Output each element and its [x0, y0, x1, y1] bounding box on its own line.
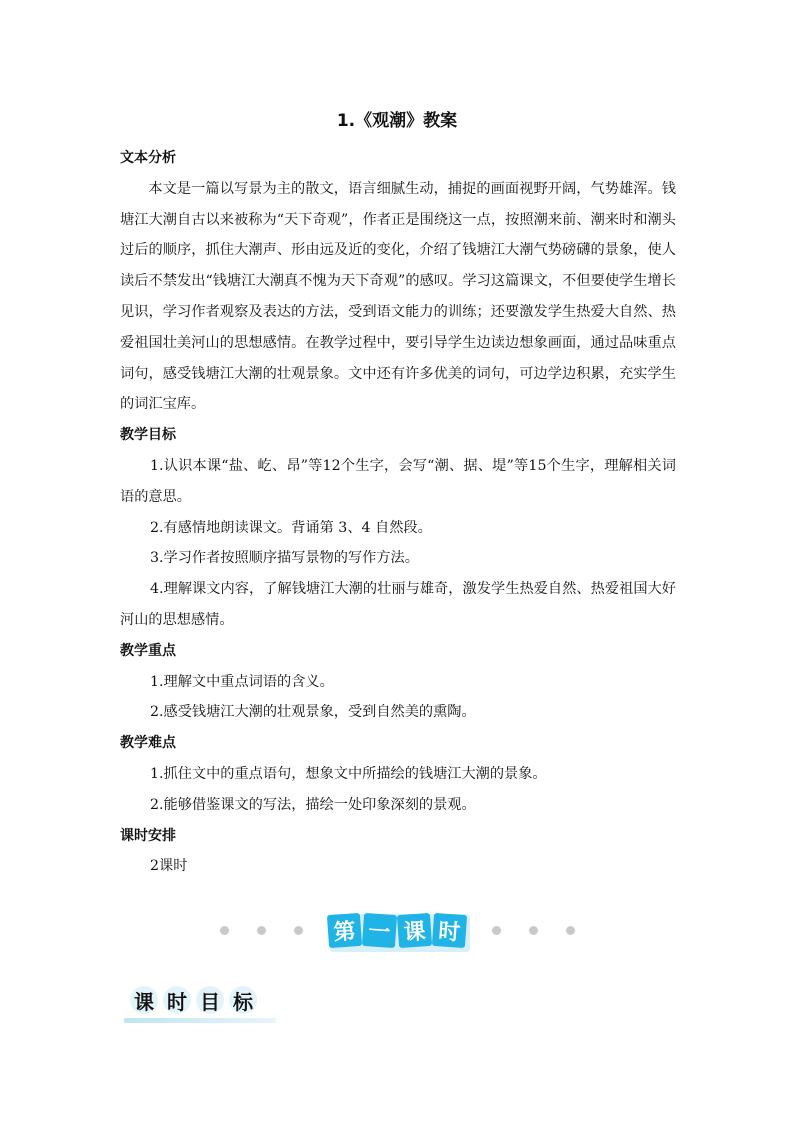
key-point-item: 1.理解文中重点词语的含义。 [150, 673, 334, 690]
lesson-banner-label [324, 908, 470, 952]
decorative-dot [529, 926, 538, 935]
goal-item: 3.学习作者按照顺序描写景物的写作方法。 [150, 550, 419, 567]
document-body [120, 143, 676, 882]
banner-char: 时 [432, 912, 467, 947]
schedule-heading: 课时安排 [120, 827, 176, 844]
decorative-dot [294, 926, 303, 935]
section-tag-char: 课 [130, 986, 158, 1014]
banner-char: 一 [362, 912, 397, 947]
goal-item: 1.认识本课“盐、屹、昂”等12个生字，会写“潮、据、堤”等15个生字，理解相关词语的意思。 [120, 457, 676, 505]
lesson-banner [214, 908, 580, 952]
key-points-heading: 教学重点 [120, 642, 176, 659]
analysis-paragraph: 本文是一篇以写景为主的散文，语言细腻生动，捕捉的画面视野开阔，气势雄浑。钱塘江大潮自古以来被称为“天下奇观”，作者正是围绕这一点，按照潮来前、潮来时和潮头过后的顺序，抓住大潮声、形由远及近的变化，介绍了钱塘江大潮气势磅礴的景象，使人读后不禁发出“钱塘江大潮真不愧为天下奇观”的感叹。学习这篇课文，不但要使学生增长见识，学习作者观察及表达的方法，受到语文能力的训练；还要激发学生热爱大自然、热爱祖国壮美河山的思想感情。在教学过程中，要引导学生边读边想象画面，通过品味重点词句，感受钱塘江大潮的壮观景象。文中还有许多优美的词句，可边学边积累，充实学生的词汇宝库。 [120, 180, 676, 413]
section-tag-char: 时 [163, 986, 191, 1014]
section-tag [124, 982, 276, 1026]
difficulty-item: 1.抓住文中的重点语句，想象文中所描绘的钱塘江大潮的景象。 [150, 765, 547, 782]
difficulty-item: 2.能够借鉴课文的写法，描绘一处印象深刻的景观。 [150, 796, 476, 813]
decorative-dot [492, 926, 501, 935]
key-point-item: 2.感受钱塘江大潮的壮观景象，受到自然美的熏陶。 [150, 704, 476, 721]
schedule-value: 2课时 [150, 858, 188, 875]
document-title: 1.《观潮》教案 [336, 111, 458, 131]
goal-item: 4.理解课文内容，了解钱塘江大潮的壮丽与雄奇，激发学生热爱自然、热爱祖国大好河山的思想感情。 [120, 581, 676, 628]
decorative-dot [220, 926, 229, 935]
decorative-dot [257, 926, 266, 935]
banner-char: 第 [327, 912, 362, 947]
section-tag-char: 标 [229, 986, 257, 1014]
analysis-heading: 文本分析 [120, 150, 176, 166]
section-tag-char: 目 [196, 986, 224, 1014]
goals-heading: 教学目标 [120, 427, 176, 444]
banner-char: 课 [397, 912, 432, 947]
decorative-dot [566, 926, 575, 935]
difficulties-heading: 教学难点 [120, 735, 176, 752]
section-tag-underline [124, 1018, 276, 1023]
goal-item: 2.有感情地朗读课文。背诵第 3、4 自然段。 [150, 519, 432, 536]
